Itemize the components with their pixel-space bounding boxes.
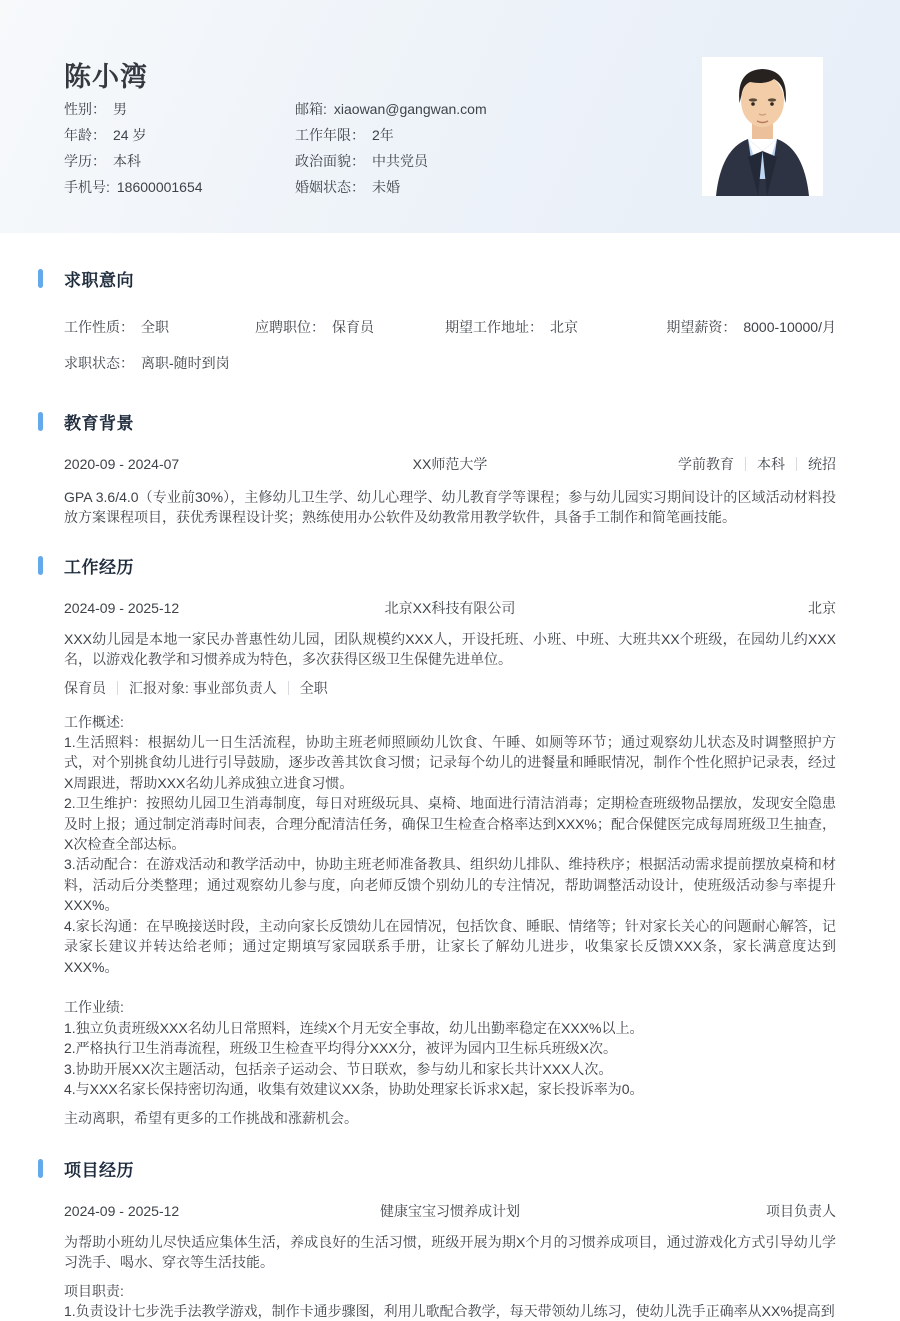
work-position: 保育员 (64, 679, 106, 696)
education-school: XX师范大学 (412, 456, 488, 472)
work-company: 北京XX科技有限公司 (384, 599, 516, 616)
field-value: 保育员 (332, 319, 374, 335)
vertical-divider (745, 457, 746, 471)
vertical-divider (288, 681, 289, 695)
info-label: 邮箱: (295, 101, 327, 117)
education-major: 学前教育 (678, 456, 734, 472)
info-value: 男 (113, 101, 127, 117)
section-title-project (38, 1156, 836, 1181)
field-value: 北京 (550, 319, 578, 335)
section-accent-bar (38, 1159, 43, 1178)
info-row-marital-status (295, 174, 655, 200)
field-label: 应聘职位： (255, 319, 325, 335)
work-achievement-item: 2.严格执行卫生消毒流程，班级卫生检查平均得分XXX分，被评为园内卫生标兵班级X次。 (64, 1040, 618, 1057)
field-value: 8000-10000/月 (743, 319, 836, 335)
info-row-gender (64, 96, 295, 122)
education-meta (678, 454, 836, 474)
section-title-text: 项目经历 (64, 1160, 134, 1180)
candidate-name: 陈小湾 (64, 62, 148, 92)
section-education (64, 409, 836, 528)
profile-photo-graphic (702, 57, 823, 196)
work-position-row (64, 678, 836, 698)
education-degree: 本科 (757, 456, 785, 472)
section-accent-bar (38, 269, 43, 288)
job-intent-row-1 (64, 317, 836, 337)
info-value: 24 岁 (113, 127, 147, 143)
section-title-education (38, 409, 836, 434)
info-value: xiaowan@gangwan.com (333, 101, 487, 117)
info-value: 本科 (113, 153, 141, 169)
work-overview-item: 2.卫生维护：按照幼儿园卫生消毒制度，每日对班级玩具、桌椅、地面进行清洁消毒；定期检查班级物品摆放，发现安全隐患及时上报；通过制定消毒时间表，合理分配清洁任务，确保卫生检查合格率达到XXX%；配合保健医完成每周班级卫生抽查，X次检查全部达标。 (64, 795, 836, 853)
info-value: 2年 (372, 127, 394, 143)
field-target-position (255, 317, 445, 337)
field-value: 全职 (141, 319, 169, 335)
education-entry-header (64, 454, 836, 474)
personal-info-grid (64, 96, 655, 200)
education-description: GPA 3.6/4.0（专业前30%），主修幼儿卫生学、幼儿心理学、幼儿教育学等课程；参与幼儿园实习期间设计的区域活动材料投放方案课程项目，获优秀课程设计奖；熟练使用办公软件及幼教常用教学软件，具备手工制作和简笔画技能。 (64, 489, 836, 526)
info-label: 手机号: (64, 179, 110, 195)
work-leave-reason: 主动离职，希望有更多的工作挑战和涨薪机会。 (64, 1110, 358, 1127)
field-label: 工作性质： (64, 319, 134, 335)
project-duty-item: 1.负责设计七步洗手法教学游戏，制作卡通步骤图，利用儿歌配合教学，每天带领幼儿练习，使幼儿洗手正确率从XX%提高到 (64, 1302, 835, 1319)
work-achievement-item: 1.独立负责班级XXX名幼儿日常照料，连续X个月无安全事故，幼儿出勤率稳定在XXX%以上。 (64, 1019, 644, 1036)
section-title-text: 工作经历 (64, 557, 134, 577)
resume-body (0, 266, 900, 1321)
field-value: 离职-随时到岗 (141, 355, 230, 371)
info-label: 性别： (64, 101, 106, 117)
info-value: 未婚 (372, 179, 400, 195)
work-achievement-block (64, 997, 836, 1099)
field-work-type (64, 317, 255, 337)
work-company-intro: XXX幼儿园是本地一家民办普惠性幼儿园，团队规模约XXX人，开设托班、小班、中班、大班共XX个班级，在园幼儿约XXX名，以游戏化教学和习惯养成为特色，多次获得区级卫生保健先进单位。 (64, 630, 836, 668)
info-row-education (64, 148, 295, 174)
info-row-work-years (295, 122, 655, 148)
education-enroll-type: 统招 (808, 456, 836, 472)
info-value: 中共党员 (372, 153, 428, 169)
info-label: 学历： (64, 153, 106, 169)
section-accent-bar (38, 412, 43, 431)
work-job-type: 全职 (299, 679, 328, 696)
section-title-work (38, 553, 836, 578)
info-label: 年龄： (64, 127, 106, 143)
info-row-email (295, 96, 655, 122)
project-period: 2024-09 - 2025-12 (64, 1202, 180, 1219)
section-title-job-intent (38, 266, 836, 291)
work-location: 北京 (808, 599, 836, 616)
work-entry-header (64, 598, 836, 618)
work-achievement-item: 4.与XXX名家长保持密切沟通，收集有效建议XX条，协助处理家长诉求X起，家长投诉率为0。 (64, 1080, 644, 1097)
work-achievement-item: 3.协助开展XX次主题活动，包括亲子运动会、节日联欢，参与幼儿和家长共计XXX人次。 (64, 1060, 613, 1077)
section-title-text: 求职意向 (64, 271, 134, 290)
info-label: 政治面貌： (295, 153, 365, 169)
personal-info-column-right (295, 96, 655, 200)
work-overview-block (64, 712, 836, 977)
education-period: 2020-09 - 2024-07 (64, 456, 180, 472)
field-target-location (445, 317, 660, 337)
section-accent-bar (38, 556, 43, 575)
info-label: 工作年限： (295, 127, 365, 143)
profile-photo (702, 57, 823, 196)
field-job-status (64, 353, 230, 373)
info-row-age (64, 122, 295, 148)
work-overview-item: 3.活动配合：在游戏活动和教学活动中，协助主班老师准备教具、组织幼儿排队、维持秩序；根据活动需求提前摆放桌椅和材料，活动后分类整理；通过观察幼儿参与度，向老师反馈个别幼儿的专注情况，帮助调整活动设计，使班级活动参与率提升XXX%。 (64, 856, 836, 914)
field-label: 期望工作地址： (445, 319, 543, 335)
section-job-intent (64, 266, 836, 373)
project-intro: 为帮助小班幼儿尽快适应集体生活，养成良好的生活习惯，班级开展为期X个月的习惯养成项目，通过游戏化方式引导幼儿学习洗手、喝水、穿衣等生活技能。 (64, 1233, 836, 1271)
info-row-political-status (295, 148, 655, 174)
section-title-text: 教育背景 (64, 414, 134, 433)
project-entry-header (64, 1201, 836, 1221)
work-overview-item: 1.生活照料：根据幼儿一日生活流程，协助主班老师照顾幼儿饮食、午睡、如厕等环节；通过观察幼儿状态及时调整照护方式，对个别挑食幼儿进行引导鼓励，逐步改善其饮食习惯；记录每个幼儿的进餐量和睡眠情况，制作个性化照护记录表，经过X周跟进，帮助XXX名幼儿养成独立进食习惯。 (64, 734, 836, 791)
section-work-experience (64, 553, 836, 1129)
work-overview-label: 工作概述: (64, 713, 124, 730)
info-row-phone (64, 174, 295, 200)
info-value: 18600001654 (116, 179, 203, 195)
work-achievement-label: 工作业绩: (64, 999, 124, 1016)
work-report-to: 汇报对象: 事业部负责人 (129, 679, 277, 696)
personal-info-column-left (64, 96, 295, 200)
work-overview-item: 4.家长沟通：在早晚接送时段，主动向家长反馈幼儿在园情况，包括饮食、睡眠、情绪等；针对家长关心的问题耐心解答，记录家长建议并转达给老师；通过定期填写家园联系手册，让家长了解幼儿进步，收集家长反馈XXX条，家长满意度达到XXX%。 (64, 917, 836, 975)
section-project-experience (64, 1156, 836, 1321)
project-name: 健康宝宝习惯养成计划 (380, 1202, 520, 1219)
field-expected-salary (660, 317, 836, 337)
vertical-divider (117, 681, 118, 695)
field-label: 期望薪资： (666, 319, 737, 335)
info-label: 婚姻状态： (295, 179, 365, 195)
work-period: 2024-09 - 2025-12 (64, 599, 180, 616)
field-label: 求职状态： (64, 355, 134, 371)
job-intent-row-2 (64, 353, 836, 373)
vertical-divider (796, 457, 797, 471)
project-duty-block (64, 1281, 836, 1321)
resume-header (0, 0, 900, 233)
project-duty-label: 项目职责: (64, 1282, 124, 1299)
project-role: 项目负责人 (766, 1202, 836, 1219)
